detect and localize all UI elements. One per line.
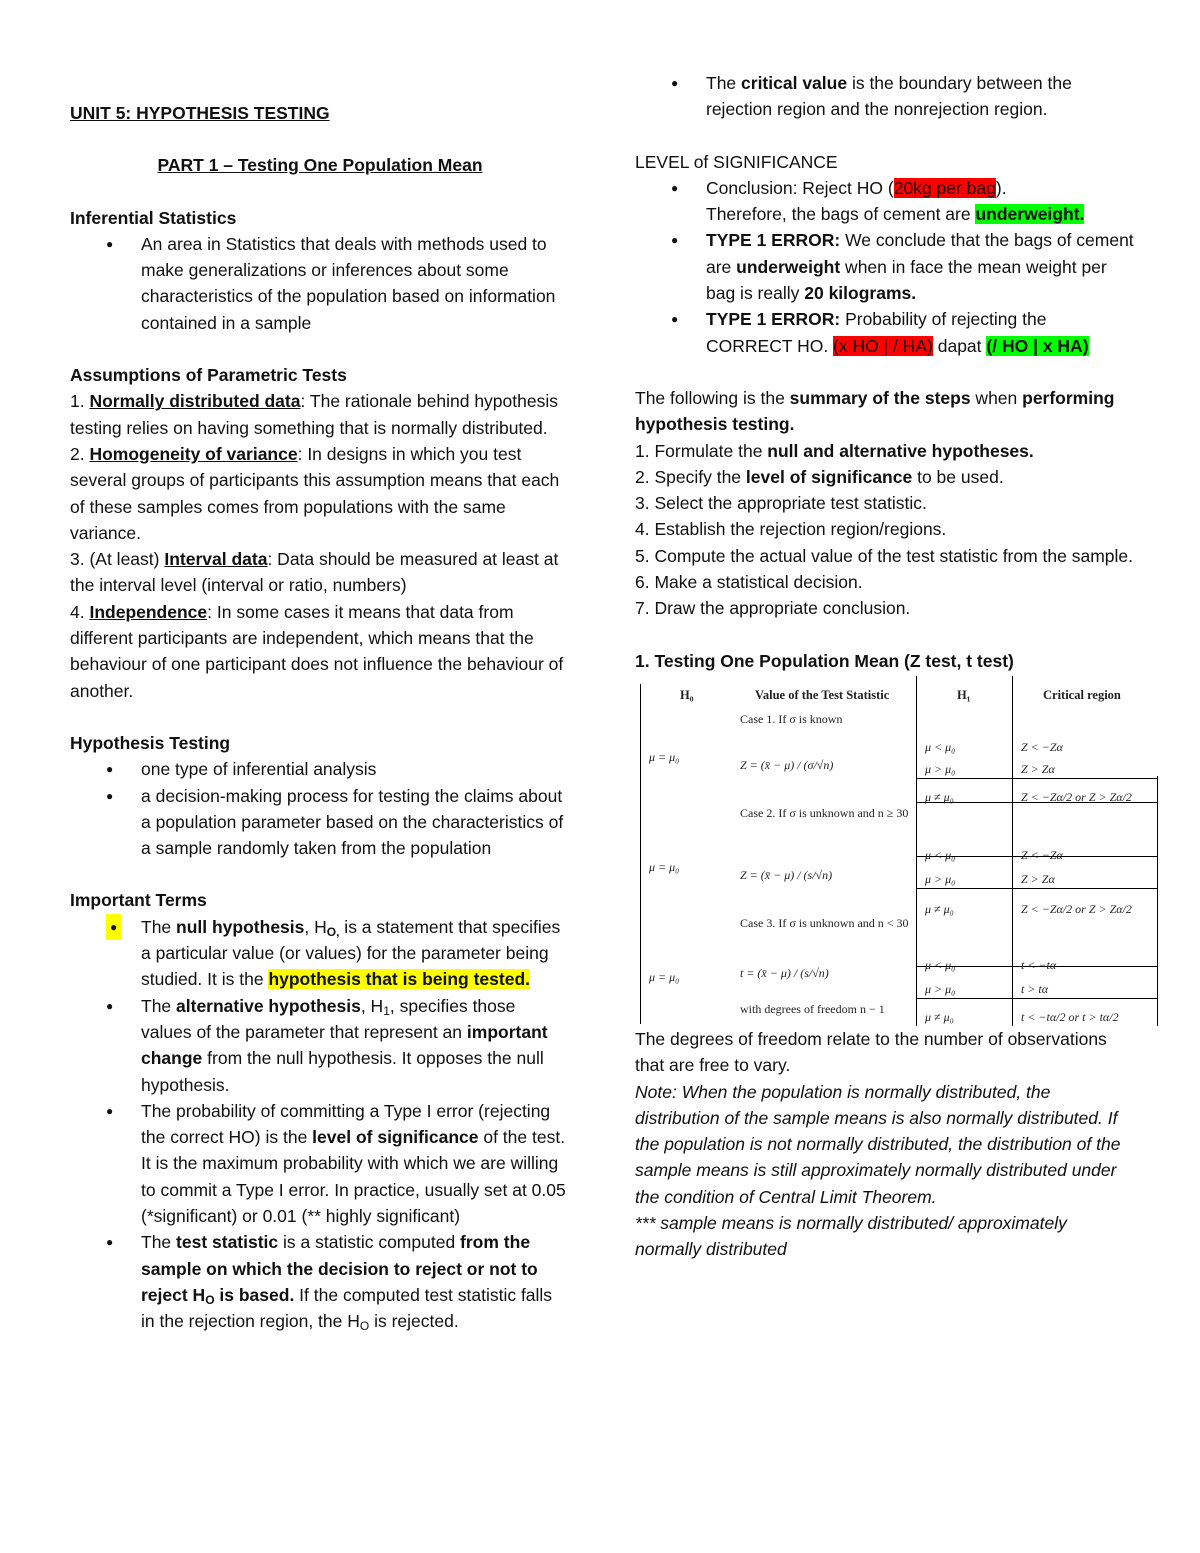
inferential-heading: Inferential Statistics xyxy=(70,207,237,228)
col-h0: H₀ xyxy=(680,687,694,702)
step-4: 4. Establish the rejection region/regions. xyxy=(635,519,947,540)
h1-gt-1: μ > μ₀ xyxy=(925,761,956,776)
h1-gt-3: μ > μ₀ xyxy=(925,981,956,996)
hypothesis-list xyxy=(70,756,570,861)
assumption-4: 4. Independence: In some cases it means that data from different participants are independent, which means that the behaviour of one participant does not influence the behaviour of another. xyxy=(70,601,564,701)
crit-zlt-2: Z < −Zα xyxy=(1021,847,1063,862)
list-item: ● a decision-making process for testing the claims about a population parameter based on the characteristics of a sample randomly taken from the population xyxy=(70,783,570,862)
h0-case-1: μ = μ₀ xyxy=(649,749,680,764)
col-h1: H₁ xyxy=(957,687,971,702)
case-1: Case 1. If σ is known xyxy=(740,711,843,726)
crit-tne-3: t < −tα/2 or t > tα/2 xyxy=(1021,1009,1119,1024)
note-2-text: *** sample means is normally distributed/ approximately normally distributed xyxy=(635,1213,1067,1260)
crit-zgt-1: Z > Zα xyxy=(1021,761,1055,776)
h1-lt-3: μ < μ₀ xyxy=(925,957,956,972)
col-test-statistic: Value of the Test Statistic xyxy=(755,687,890,702)
formula-t: t = (x̄ − μ) / (s/√n) xyxy=(740,965,829,980)
terms-heading: Important Terms xyxy=(70,890,207,911)
type1-error-prob-item: ● TYPE 1 ERROR: Probability of rejecting the CORRECT HO. (x HO | / HA) dapat (/ HO | x HA) xyxy=(635,306,1135,359)
h1-ne-3: μ ≠ μ₀ xyxy=(925,1009,954,1024)
col-critical-region: Critical region xyxy=(1043,687,1121,702)
step-6: 6. Make a statistical decision. xyxy=(635,572,863,593)
terms-list xyxy=(70,914,570,1335)
step-5: 5. Compute the actual value of the test statistic from the sample. xyxy=(635,545,1134,566)
level-heading: LEVEL of SIGNIFICANCE xyxy=(635,151,838,172)
hypothesis-heading: Hypothesis Testing xyxy=(70,732,231,753)
h1-ne-2: μ ≠ μ₀ xyxy=(925,901,954,916)
type1-error-item: ● TYPE 1 ERROR: We conclude that the bags of cement are underweight when in face the mean weight per bag is really 20 kilograms. xyxy=(635,227,1135,306)
formula-z-unknown: Z = (x̄ − μ) / (s/√n) xyxy=(740,867,833,882)
crit-zlt-1: Z < −Zα xyxy=(1021,739,1063,754)
h1-gt-2: μ > μ₀ xyxy=(925,871,956,886)
term-alternative-hypothesis: ● The alternative hypothesis, $H_1$, specifies those values of the parameter that represent an important change from the null hypothesis. It opposes the null hypothesis. xyxy=(70,993,570,1098)
assumptions-heading: Assumptions of Parametric Tests xyxy=(70,365,347,386)
left-column xyxy=(70,70,570,1334)
degrees-of-freedom-text: The degrees of freedom relate to the number of observations that are free to vary. xyxy=(635,1028,1107,1076)
h1-ne-1: μ ≠ μ₀ xyxy=(925,789,954,804)
part-title: PART 1 – Testing One Population Mean xyxy=(157,155,483,176)
critical-value-item: ● The critical value is the boundary between the rejection region and the nonrejection region. xyxy=(635,70,1135,123)
step-1: 1. Formulate the null and alternative hypotheses. xyxy=(635,440,1034,461)
inferential-list xyxy=(70,231,570,336)
list-item: ● An area in Statistics that deals with methods used to make generalizations or inferences about some characteristics of the population based on information contained in a sample xyxy=(70,231,570,336)
summary-intro: The following is the summary of the steps when performing hypothesis testing. xyxy=(635,387,1115,435)
term-test-statistic: ● The test statistic is a statistic computed from the sample on which the decision to reject or not to reject $H_O$ is based. If the computed test statistic falls in the rejection region, the $H_O$ is rejected. xyxy=(70,1229,570,1334)
degrees-of-freedom-note: with degrees of freedom n − 1 xyxy=(740,1001,885,1016)
level-list xyxy=(635,175,1135,359)
h1-lt-2: μ < μ₀ xyxy=(925,847,956,862)
assumption-3: 3. (At least) Interval data: Data should be measured at least at the interval level (interval or ratio, numbers) xyxy=(70,549,559,596)
term-level-of-significance: ● The probability of committing a Type I error (rejecting the correct HO) is the level of significance of the test. It is the maximum probability with which we are willing to commit a Type I error. In practice, usually set at 0.05 (*significant) or 0.01 (** highly significant) xyxy=(70,1098,570,1229)
crit-zne-1: Z < −Zα/2 or Z > Zα/2 xyxy=(1021,789,1132,804)
assumption-1: 1. Normally distributed data: The rationale behind hypothesis testing relies on having something that is normally distributed. xyxy=(70,391,558,438)
case-2: Case 2. If σ is unknown and n ≥ 30 xyxy=(740,805,909,820)
formula-z-known: Z = (x̄ − μ) / (σ/√n) xyxy=(740,757,834,772)
unit-title: UNIT 5: HYPOTHESIS TESTING xyxy=(70,103,330,123)
critical-list xyxy=(635,70,1135,123)
term-null-hypothesis: ● The null hypothesis, $H_{O,}$ is a statement that specifies a particular value (or values) for the parameter being studied. It is the hypothesis that is being tested. xyxy=(70,914,570,993)
crit-zne-2: Z < −Zα/2 or Z > Zα/2 xyxy=(1021,901,1132,916)
step-2: 2. Specify the level of significance to be used. xyxy=(635,466,1004,487)
assumption-2: 2. Homogeneity of variance: In designs in which you test several groups of participants this assumption means that each of these samples comes from populations with the same variance. xyxy=(70,443,560,543)
testing-heading: 1. Testing One Population Mean (Z test, t test) xyxy=(635,650,1014,671)
h0-case-3: μ = μ₀ xyxy=(649,969,680,984)
h1-lt-1: μ < μ₀ xyxy=(925,739,956,754)
step-7: 7. Draw the appropriate conclusion. xyxy=(635,598,911,619)
crit-zgt-2: Z > Zα xyxy=(1021,871,1055,886)
crit-tlt-3: t < −tα xyxy=(1021,957,1057,972)
case-3: Case 3. If σ is unknown and n < 30 xyxy=(740,915,909,930)
step-3: 3. Select the appropriate test statistic. xyxy=(635,493,927,514)
right-column xyxy=(635,70,1135,1263)
list-item: ● one type of inferential analysis xyxy=(70,756,570,782)
note-text: Note: When the population is normally distributed, the distribution of the sample means is also normally distributed. If the population is not normally distributed, the distribution of the sample means is still approximately normally distributed under the condition of Central Limit Theorem. xyxy=(635,1081,1121,1207)
crit-tgt-3: t > tα xyxy=(1021,981,1049,996)
h0-case-2: μ = μ₀ xyxy=(649,859,680,874)
conclusion-item: ● Conclusion: Reject HO (20kg per bag). Therefore, the bags of cement are underweight. xyxy=(635,175,1135,228)
test-statistic-table xyxy=(635,676,1155,1026)
